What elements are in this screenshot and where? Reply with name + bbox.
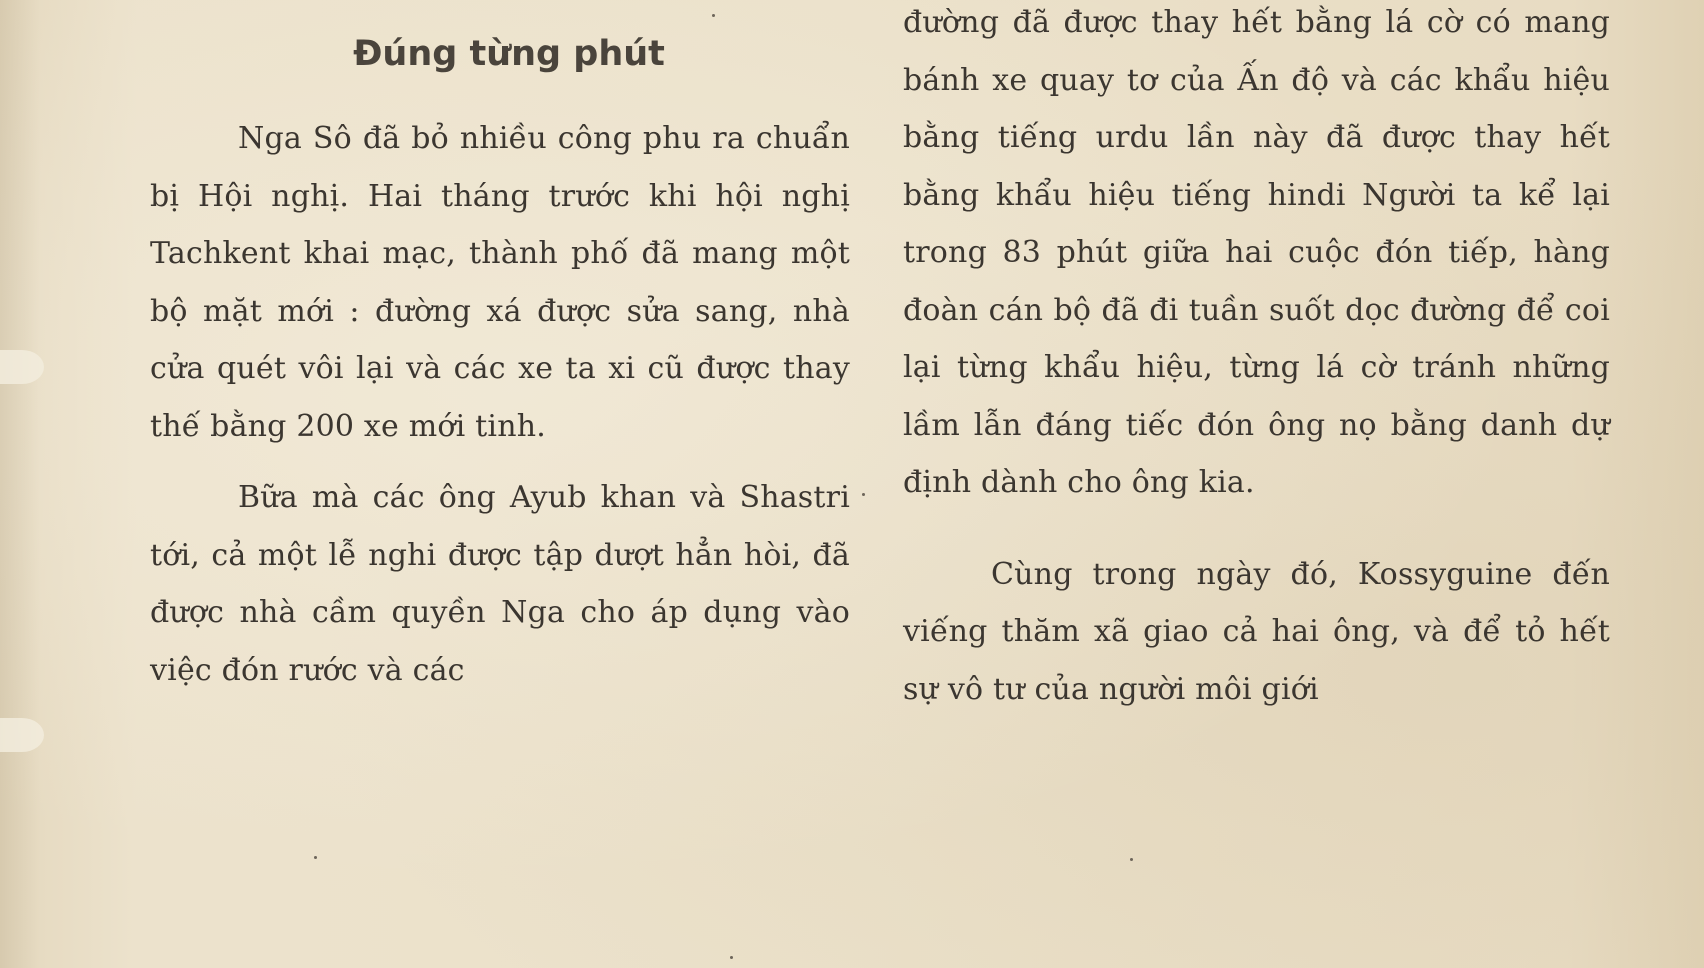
left-column [150,0,850,699]
paragraph: Bữa mà các ông Ayub khan và Shastri tới, cả một lễ nghi được tập dượt hẳn hòi, đã được nhà cầm quyền Nga cho áp dụng vào việc đón rước và các [150,480,850,688]
right-column [903,0,1610,718]
paragraph: Cùng trong ngày đó, Kossyguine đến viếng thăm xã giao cả hai ông, và để tỏ hết sự vô tư của người môi giới [903,556,1610,707]
paragraph: đường đã được thay hết bằng lá cờ có mang bánh xe quay tơ của Ấn độ và các khẩu hiệu bằng tiếng urdu lần này đã được thay hết bằng khẩu hiệu tiếng hindi Người ta kể lại trong 83 phút giữa hai cuộc đón tiếp, hàng đoàn cán bộ đã đi tuần suốt dọc đường để coi lại từng khẩu hiệu, từng lá cờ tránh những lầm lẫn đáng tiếc đón ông nọ bằng danh dự định dành cho ông kia. [903,5,1610,500]
paper-speck [862,493,865,496]
paper-speck [1130,858,1133,861]
binding-hole [0,350,44,384]
page-edge-shadow [0,0,40,968]
paper-speck [712,14,715,17]
section-heading: Đúng từng phút [353,34,665,74]
paper-speck [314,856,317,859]
paragraph: Nga Sô đã bỏ nhiều công phu ra chuẩn bị Hội nghị. Hai tháng trước khi hội nghị Tachkent khai mạc, thành phố đã mang một bộ mặt mới : đường xá được sửa sang, nhà cửa quét vôi lại và các xe ta xi cũ được thay thế bằng 200 xe mới tinh. [150,121,850,444]
binding-hole [0,718,44,752]
paper-speck [730,956,733,959]
